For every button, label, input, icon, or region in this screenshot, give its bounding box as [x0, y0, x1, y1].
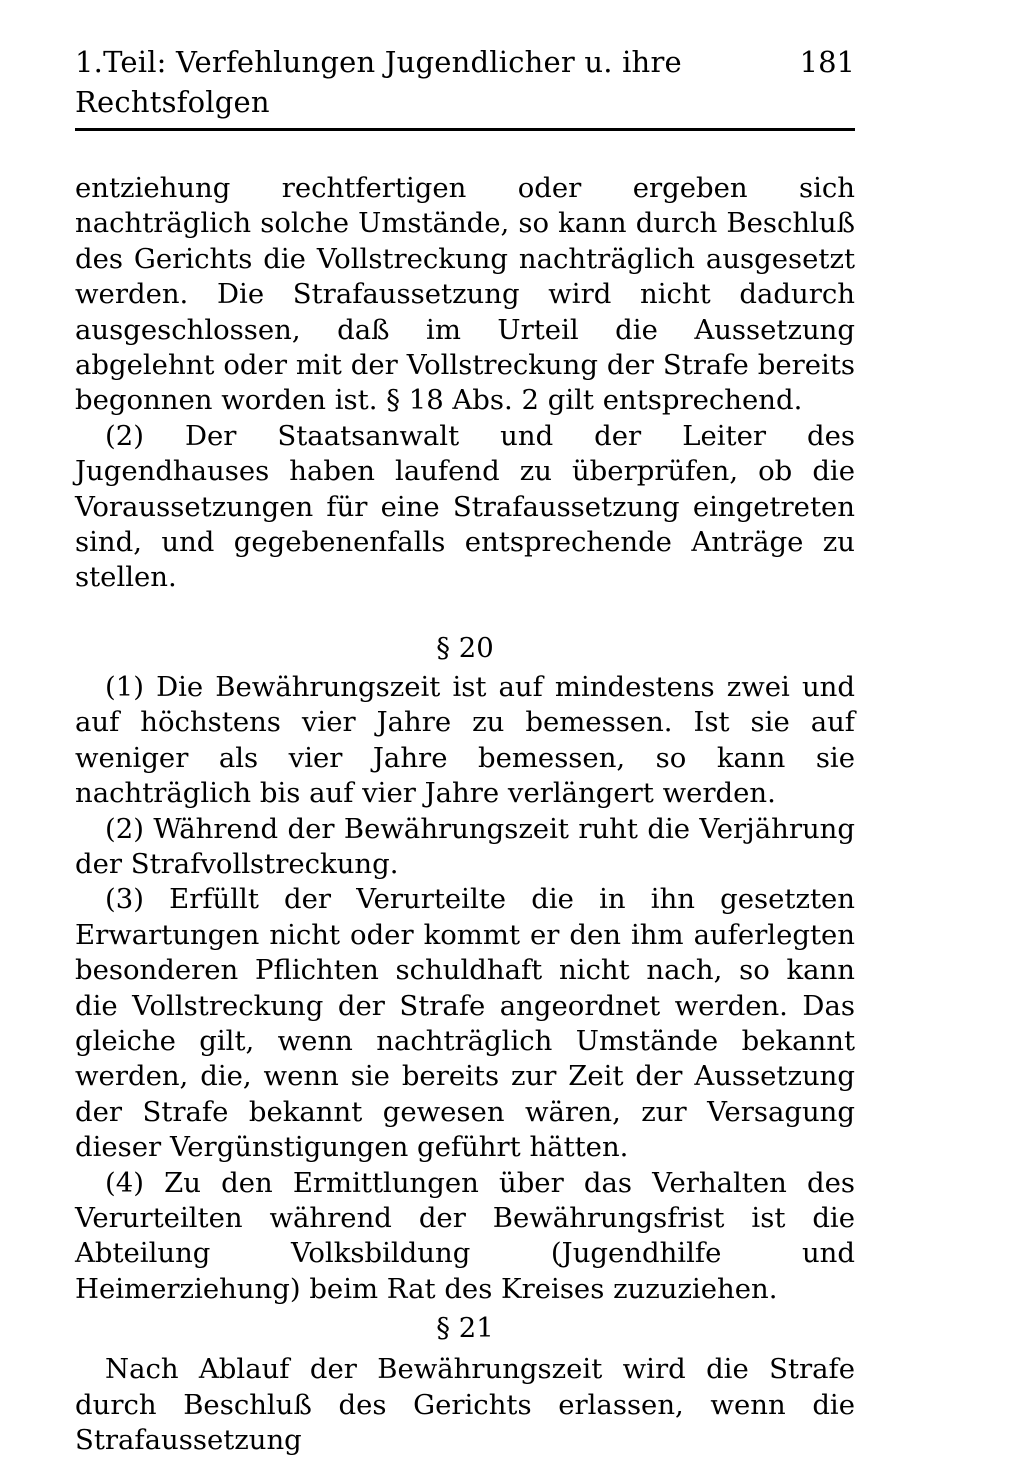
- section-20-paragraph-4: (4) Zu den Ermittlungen über das Verhalten des Verurteilten während der Bewährungsfrist ist die Abteilung Volksbildung (Jugendhilfe und Heimerziehung) beim Rat des Kreises zuzuziehen.: [75, 1166, 855, 1305]
- section-20-paragraph-1: (1) Die Bewährungszeit ist auf mindestens zwei und auf höchstens vier Jahre zu bemessen. Ist sie auf weniger als vier Jahre bemessen, so kann sie nachträglich bis auf vier Jahre verlängert werden.: [75, 670, 855, 810]
- running-head-title: 1.Teil: Verfehlungen Jugendlicher u. ihre Rechtsfolgen: [75, 45, 682, 119]
- running-head: [75, 42, 855, 131]
- body-text: [75, 171, 855, 1458]
- section-20-paragraph-3: (3) Erfüllt der Verurteilte die in ihn gesetzten Erwartungen nicht oder kommt er den ihm auferlegten besonderen Pflichten schuldhaft nicht nach, so kann die Vollstreckung der Strafe angeordnet werden. Das gleiche gilt, wenn nachträglich Umstände bekannt werden, die, wenn sie bereits zur Zeit der Aussetzung der Strafe bekannt gewesen wären, zur Versagung dieser Vergünstigungen geführt hätten.: [75, 883, 855, 1164]
- paragraph-2: (2) Der Staatsanwalt und der Leiter des Jugendhauses haben laufend zu überprüfen, ob die Voraussetzungen für eine Strafaussetzung eingetreten sind, und gegebenenfalls entsprechende Anträge zu stellen.: [75, 419, 855, 594]
- continued-paragraph: entziehung rechtfertigen oder ergeben sich nachträglich solche Umstände, so kann durch Beschluß des Gerichts die Vollstreckung nachträglich ausgesetzt werden. Die Strafaussetzung wird nicht dadurch ausgeschlossen, daß im Urteil die Aussetzung abgelehnt oder mit der Vollstreckung der Strafe bereits begonnen worden ist. § 18 Abs. 2 gilt entsprechend.: [75, 172, 855, 417]
- section-heading-21: § 21: [436, 1312, 494, 1345]
- section-20-paragraph-2: (2) Während der Bewährungszeit ruht die Verjährung der Strafvollstreckung.: [75, 812, 855, 880]
- page-number: 181: [799, 45, 855, 79]
- section-21-paragraph-1: Nach Ablauf der Bewährungszeit wird die Strafe durch Beschluß des Gerichts erlassen, wenn die Strafaussetzung: [75, 1353, 855, 1456]
- book-page: [75, 42, 855, 1458]
- section-heading-20: § 20: [436, 631, 494, 664]
